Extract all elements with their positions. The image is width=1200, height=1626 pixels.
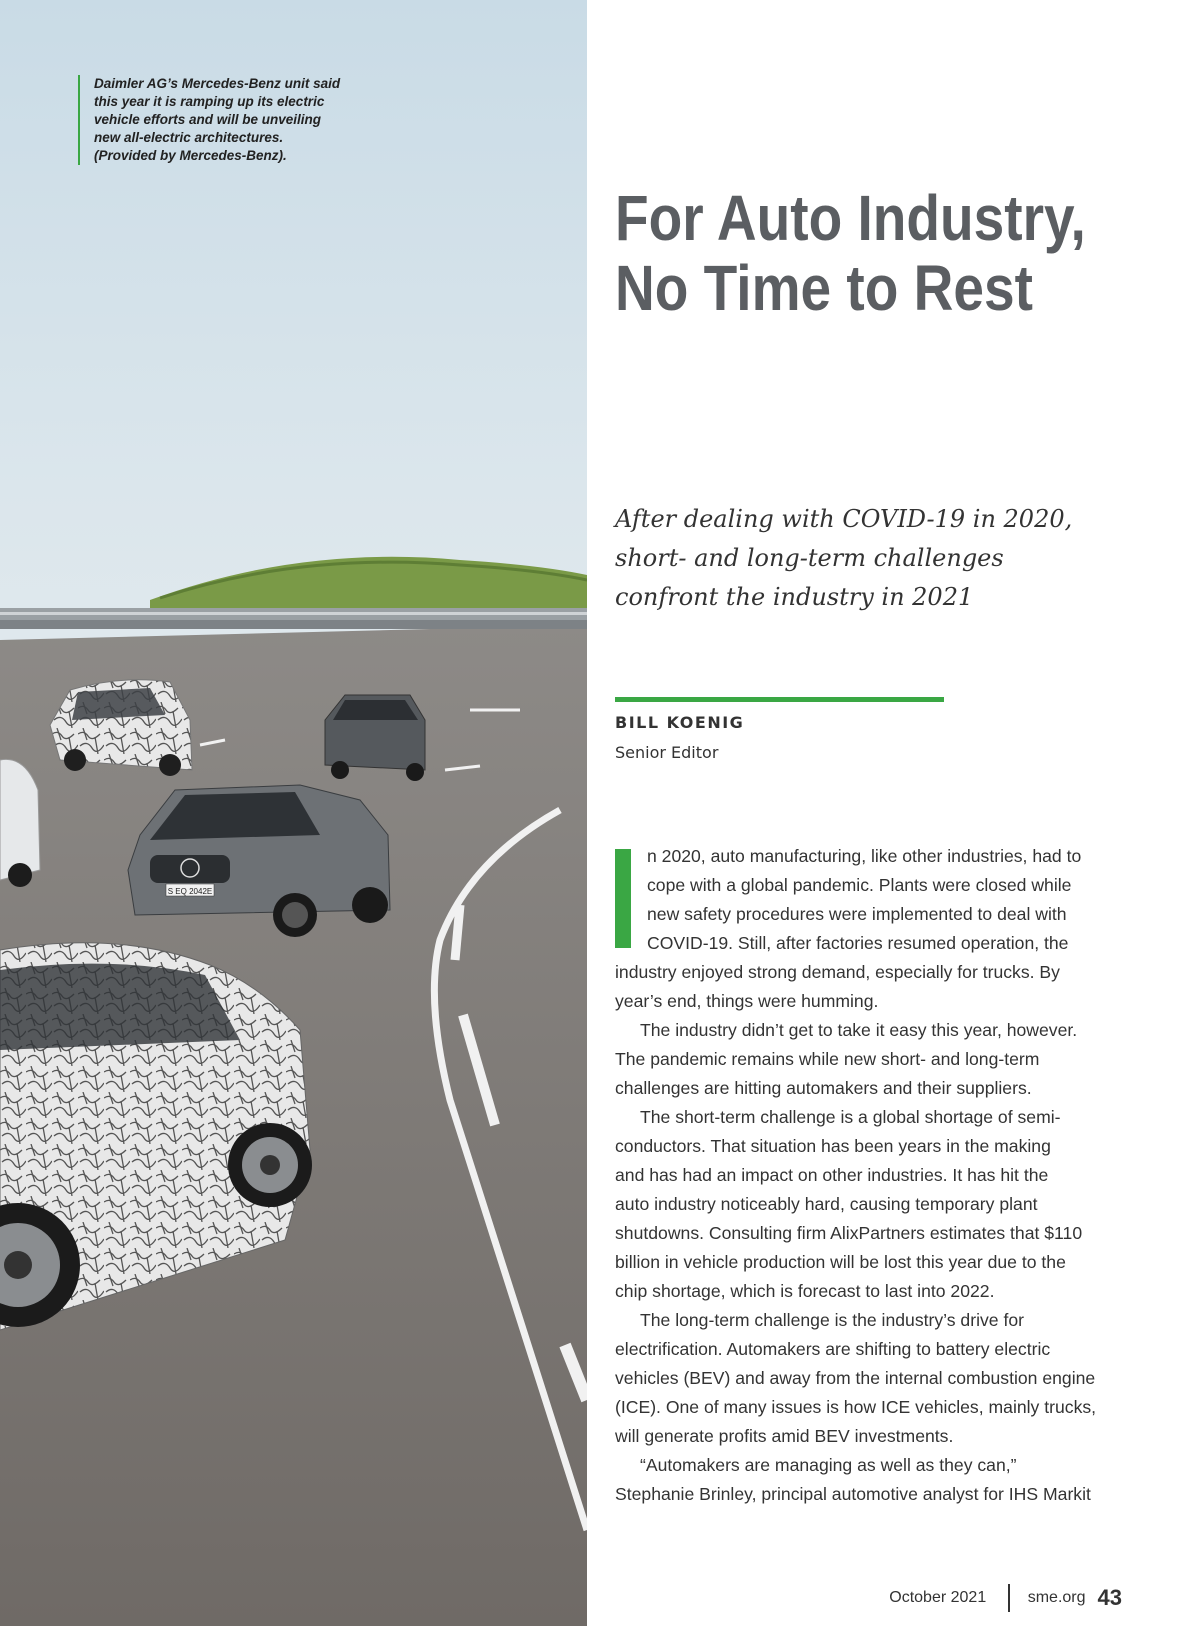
- body-line: chip shortage, which is forecast to last into 2022.: [615, 1281, 995, 1301]
- body-line: The long-term challenge is the industry’s drive for: [640, 1310, 1024, 1330]
- caption-line: vehicle efforts and will be unveiling: [94, 112, 322, 127]
- caption-line: this year it is ramping up its electric: [94, 94, 325, 109]
- article-title: [615, 183, 1097, 323]
- body-line: year’s end, things were humming.: [615, 991, 879, 1011]
- footer-separator: [1008, 1584, 1010, 1612]
- dek-line: confront the industry in 2021: [615, 583, 974, 611]
- body-line: The pandemic remains while new short- and long-term: [615, 1049, 1040, 1069]
- body-line: COVID-19. Still, after factories resumed operation, the: [647, 933, 1069, 953]
- caption-line: Daimler AG’s Mercedes-Benz unit said: [94, 76, 341, 91]
- body-line: billion in vehicle production will be lost this year due to the: [615, 1252, 1066, 1272]
- caption-line: (Provided by Mercedes-Benz).: [94, 148, 287, 163]
- body-line: challenges are hitting automakers and their suppliers.: [615, 1078, 1032, 1098]
- body-line: conductors. That situation has been years in the making: [615, 1136, 1051, 1156]
- article-body: [615, 842, 1125, 1509]
- camouflaged-suv: [50, 680, 192, 776]
- body-line: auto industry noticeably hard, causing temporary plant: [615, 1194, 1038, 1214]
- body-line: new safety procedures were implemented to deal with: [647, 904, 1067, 924]
- caption-line: new all-electric architectures.: [94, 130, 284, 145]
- photo-caption: [78, 75, 394, 165]
- title-line: No Time to Rest: [615, 252, 1033, 324]
- body-line: shutdowns. Consulting firm AlixPartners estimates that $110: [615, 1223, 1083, 1243]
- body-line: “Automakers are managing as well as they can,”: [640, 1455, 1017, 1475]
- body-line: industry enjoyed strong demand, especially for trucks. By: [615, 962, 1060, 982]
- page-number: 43: [1097, 1585, 1122, 1610]
- body-line: will generate profits amid BEV investments.: [615, 1426, 954, 1446]
- author-name: BILL KOENIG: [615, 713, 745, 732]
- page-footer: [889, 1583, 1122, 1613]
- dek-line: short- and long-term challenges: [615, 544, 1004, 572]
- body-line: Stephanie Brinley, principal automotive analyst for IHS Markit: [615, 1484, 1091, 1504]
- body-line: (ICE). One of many issues is how ICE vehicles, mainly trucks,: [615, 1397, 1097, 1417]
- article-dek: [615, 500, 1135, 617]
- author-role: Senior Editor: [615, 743, 719, 762]
- body-line: cope with a global pandemic. Plants were closed while: [647, 875, 1072, 895]
- body-line: The short-term challenge is a global shortage of semi-: [640, 1107, 1061, 1127]
- test-track-illustration: [0, 0, 587, 1626]
- dek-line: After dealing with COVID-19 in 2020,: [615, 505, 1073, 533]
- body-line: vehicles (BEV) and away from the internal combustion engine: [615, 1368, 1096, 1388]
- hero-photo: [0, 0, 587, 1626]
- issue-date: October 2021: [889, 1589, 987, 1606]
- body-line: and has had an impact on other industries. It has hit the: [615, 1165, 1049, 1185]
- body-line: electrification. Automakers are shifting to battery electric: [615, 1339, 1051, 1359]
- green-divider: [615, 697, 944, 702]
- title-line: For Auto Industry,: [615, 182, 1086, 254]
- body-line: The industry didn’t get to take it easy this year, however.: [640, 1020, 1078, 1040]
- license-plate: S EQ 2042E: [167, 887, 213, 896]
- body-line: n 2020, auto manufacturing, like other industries, had to: [647, 846, 1082, 866]
- site-url: sme.org: [1027, 1589, 1086, 1606]
